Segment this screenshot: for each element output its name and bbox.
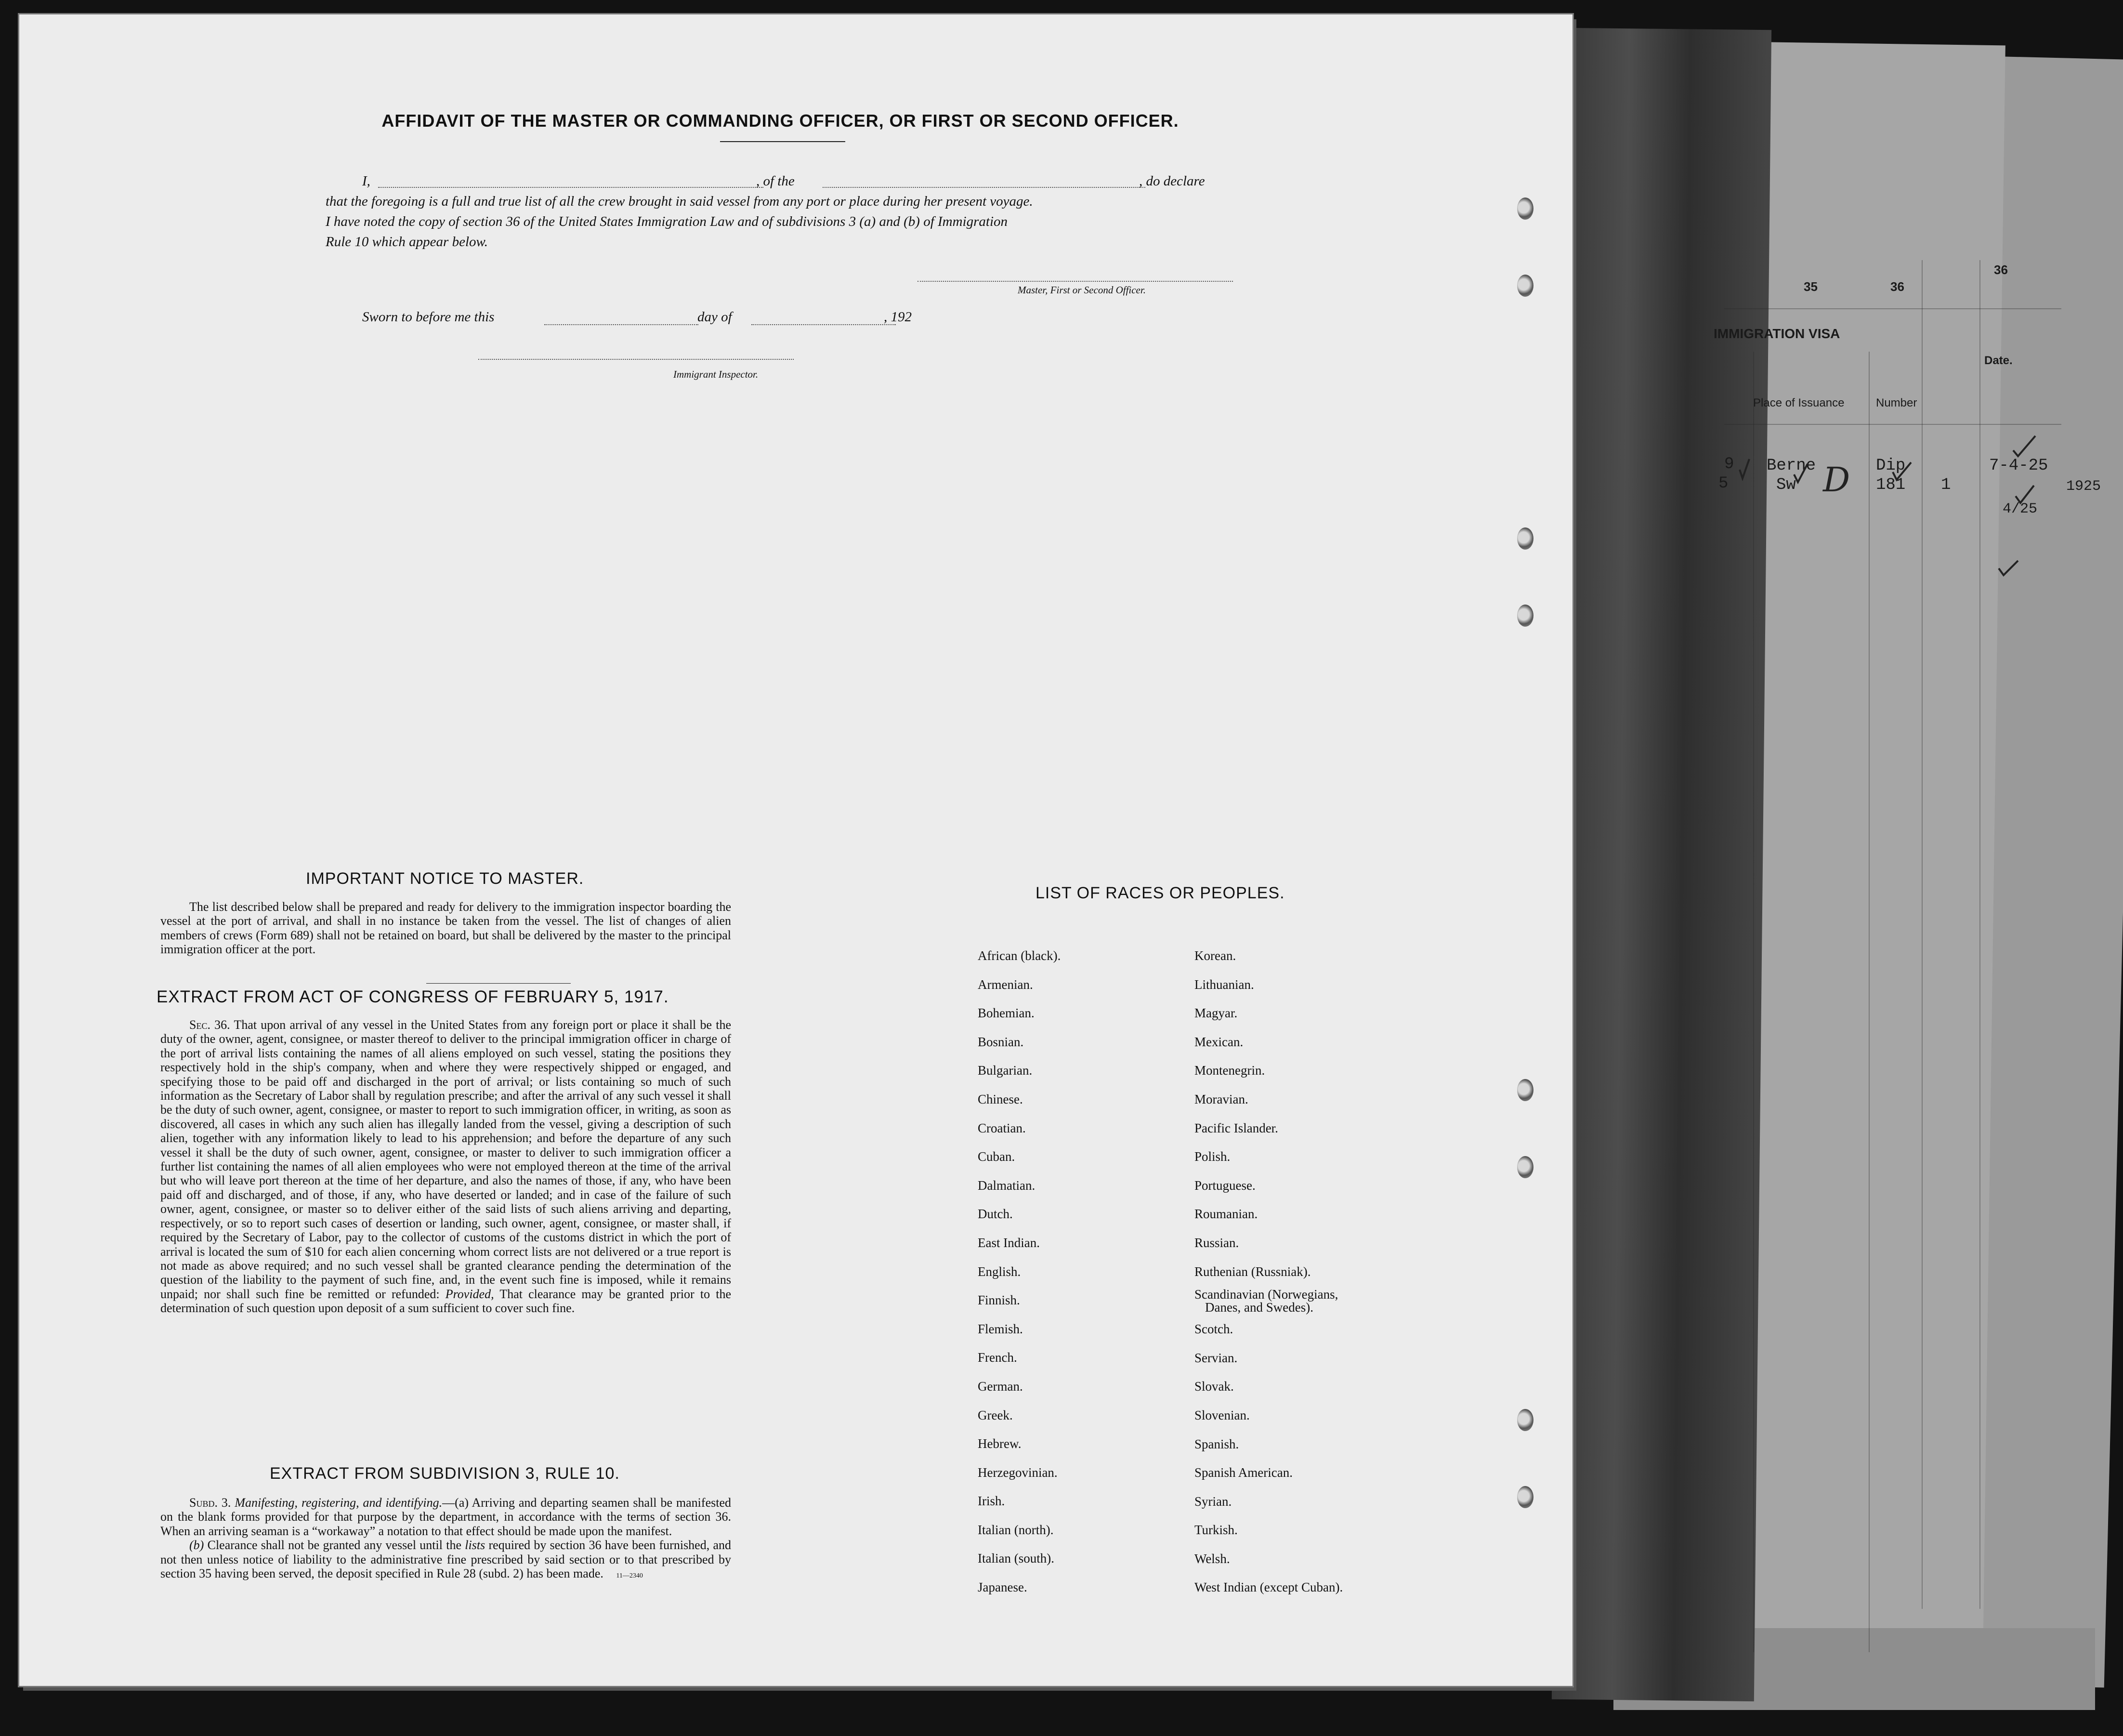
race-item: German. [978,1379,1023,1394]
subd-b-lists: lists [465,1538,485,1552]
col-36-label-2: 36 [1994,263,2008,277]
race-item: Slovenian. [1194,1407,1250,1422]
inspector-caption: Immigrant Inspector. [673,368,759,380]
rule-title: EXTRACT FROM SUBDIVISION 3, RULE 10. [270,1464,620,1483]
race-item: Spanish American. [1194,1465,1293,1480]
race-item: Italian (south). [978,1551,1054,1566]
inspector-signature-line [478,359,794,360]
entry-year: 1925 [2066,478,2101,495]
affidavit-declare: , do declare [1139,173,1205,189]
name-blank [378,187,763,188]
race-item: Finnish. [978,1293,1020,1308]
race-item: Croatian. [978,1120,1026,1135]
race-item: English. [978,1264,1021,1279]
entry-dip: Dip [1876,457,1906,475]
race-item: Polish. [1194,1149,1231,1164]
punch-hole [1517,527,1533,550]
race-item: Irish. [978,1494,1005,1509]
race-item: Mexican. [1194,1034,1244,1049]
race-item: East Indian. [978,1235,1040,1250]
race-item: Portuguese. [1194,1178,1256,1193]
race-item: Slovak. [1194,1379,1234,1394]
punch-hole [1517,1409,1533,1431]
race-item: Herzegovinian. [978,1465,1058,1480]
sworn-day-of: day of [697,309,732,325]
entry-date: 7-4-25 [1989,457,2048,475]
entry-1: 1 [1941,476,1951,494]
notice-rule [426,983,571,984]
races-right-column [1194,942,1343,1602]
affidavit-title: AFFIDAVIT OF THE MASTER OR COMMANDING OFFICER, OR FIRST OR SECOND OFFICER. [381,111,1179,131]
entry-date-2: 4/25 [2003,501,2038,517]
form-number: 11—2340 [616,1572,643,1580]
date-header: Date. [1984,354,2013,367]
punch-hole [1517,1079,1533,1101]
sworn-month-blank [751,324,896,325]
race-item: Syrian. [1194,1494,1232,1509]
vessel-blank [823,187,1145,188]
affidavit-line2: that the foregoing is a full and true list of all the crew brought in said vessel from any port or place during her present voyage. [326,194,1033,209]
subd-label: Subd. 3. [189,1496,231,1510]
races-title: LIST OF RACES OR PEOPLES. [1035,884,1285,902]
crew-list-back-page [19,14,1573,1686]
race-item: Bohemian. [978,1006,1035,1021]
subd-heading: Manifesting, registering, and identifying. [235,1496,443,1510]
race-item: Roumanian. [1194,1207,1258,1222]
race-item: Dutch. [978,1207,1013,1222]
race-item: Ruthenian (Russniak). [1194,1264,1311,1279]
notice-paragraph: The list described below shall be prepared and ready for delivery to the immigration inspector boarding the vessel at the port of arrival, and shall in no instance be taken from the vessel. The list of changes of alien members of crews (Form 689) shall not be retained on board, but shall be delivered by the master to the principal immigration officer at the port. [160,900,731,957]
affidavit-line3: I have noted the copy of section 36 of the United States Immigration Law and of subdivisions 3 (a) and (b) of Immigration [326,214,1008,229]
provided-word: Provided, [445,1287,494,1301]
entry-sw: Sw [1776,476,1796,494]
immigration-visa-header: IMMIGRATION VISA [1714,326,1840,341]
sworn-year: , 192 [884,309,912,325]
race-item: Scandinavian (Norwegians, [1194,1287,1338,1302]
notice-title: IMPORTANT NOTICE TO MASTER. [306,869,584,888]
race-item: Montenegrin. [1194,1063,1265,1078]
race-item: Moravian. [1194,1092,1248,1106]
master-signature-line [917,281,1233,282]
number-header: Number [1876,396,1917,409]
race-item: Hebrew. [978,1436,1022,1451]
col-35-label: 35 [1804,279,1818,294]
race-item: Dalmatian. [978,1178,1035,1193]
entry-5: 5 [1718,474,1729,493]
race-item: French. [978,1350,1017,1365]
affidavit-i: I, [362,173,370,189]
race-item: Greek. [978,1407,1013,1422]
act-text [160,1018,731,1315]
sworn-day-blank [544,324,698,325]
subd-b-text-1: Clearance shall not be granted any vessel until the [207,1538,462,1552]
race-item: Spanish. [1194,1436,1239,1451]
sec-36-label: Sec. 36. [189,1018,230,1032]
rule-text [160,1496,731,1583]
punch-hole [1517,275,1533,297]
notice-text [160,900,731,957]
race-item: Flemish. [978,1321,1023,1336]
race-item: Servian. [1194,1350,1238,1365]
race-item: Turkish. [1194,1523,1238,1538]
race-item: Welsh. [1194,1551,1230,1566]
race-item: Magyar. [1194,1006,1238,1021]
punch-hole [1517,1486,1533,1508]
entry-9: 9 [1724,455,1734,473]
race-item: Armenian. [978,977,1033,992]
punch-hole [1517,1156,1533,1178]
races-left-column [978,942,1061,1602]
race-item-cont: Danes, and Swedes). [1205,1300,1313,1315]
subd-b-label: (b) [189,1538,204,1552]
punch-hole [1517,605,1533,627]
act-title: EXTRACT FROM ACT OF CONGRESS OF FEBRUARY 5, 1917. [157,987,669,1006]
race-item: Lithuanian. [1194,977,1254,992]
race-item: Italian (north). [978,1522,1054,1537]
race-item: African (black). [978,948,1061,963]
race-item: Scotch. [1194,1322,1233,1337]
race-item: Japanese. [978,1580,1027,1595]
affidavit-line4: Rule 10 which appear below. [326,234,488,250]
title-rule [720,141,845,142]
affidavit-of-the: , of the [756,173,795,189]
sec-36-text-end: That clearance may be granted prior to the determination of such question upon deposit of a sum sufficient to cover such fine. [160,1287,732,1315]
race-item: Korean. [1194,948,1236,963]
sworn-text: Sworn to before me this [362,309,495,325]
race-item: Chinese. [978,1092,1023,1106]
race-item: Bosnian. [978,1034,1024,1049]
sec-36-text: That upon arrival of any vessel in the United States from any foreign port or place it shall be the duty of the owner, agent, consignee, or master thereof to deliver to the principal immigration officer in charge of the port of arrival lists containing the names of all aliens employed on such vessel, stating the positions they respectively hold in the ship's company, when and where they were respectively shipped or engaged, and specifying those to be paid off and discharged in the port of arrival; or lists containing so much of such information as the Secretary of Labor shall by regulation prescribe; and after the arrival of any such vessel it shall be the duty of such owner, agent, consignee, or master to report to such immigration officer, in writing, as soon as discovered, all cases in which any such alien has illegally landed from the vessel, giving a description of such alien, together with any information likely to lead to his apprehension; and before the departure of any such vessel it shall be the duty of such owner, agent, consignee, or master to deliver to such immigration officer a further list containing the names of all alien employees who were not employed thereon at the time of the arrival but who will leave port thereon at the time of her departure, and also the names of those, if any, who have been paid off and discharged, and of those, if any, who have deserted or landed; and in case of the failure of such owner, agent, consignee, or master so to deliver either of the said lists of such aliens arriving and departing, respectively, or so to report such cases of desertion or landing, such owner, agent, consignee, or master shall, if required by the Secretary of Labor, pay to the collector of customs of the customs district in which the port of arrival is located the sum of $10 for each alien concerning whom correct lists are not delivered or a true report is not made as above required; and no such vessel shall be granted clearance pending the determination of the question of the liability to the payment of such fine, and, in the event such fine is imposed, while it remains unpaid; nor shall such fine be remitted or refunded: [160,1018,732,1301]
entry-181: 181 [1876,476,1906,494]
race-item: Pacific Islander. [1194,1120,1278,1135]
subd-b-text-2: required by section 36 have been furnished, and not then unless notice of liability to the administrative fine prescribed by said section or to that prescribed by section 35 having been served, the deposit specified in Rule 28 (subd. 2) has been made. [160,1538,732,1581]
entry-berne: Berne [1767,457,1816,475]
master-caption: Master, First or Second Officer. [1018,284,1146,296]
race-item: West Indian (except Cuban). [1194,1580,1343,1595]
race-item: Russian. [1194,1235,1239,1250]
race-item: Cuban. [978,1149,1015,1164]
punch-hole [1517,197,1533,220]
handwritten-d: D [1823,460,1850,500]
col-36-label: 36 [1890,279,1904,294]
place-of-issuance-header: Place of Issuance [1753,396,1845,409]
race-item: Bulgarian. [978,1063,1033,1078]
subd-a-text: —(a) Arriving and departing seamen shall be manifested on the blank forms provided for that purpose by the department, in accordance with the terms of section 36. When an arriving seaman is a “workaway” a notation to that effect should be made upon the manifest. [160,1496,731,1538]
